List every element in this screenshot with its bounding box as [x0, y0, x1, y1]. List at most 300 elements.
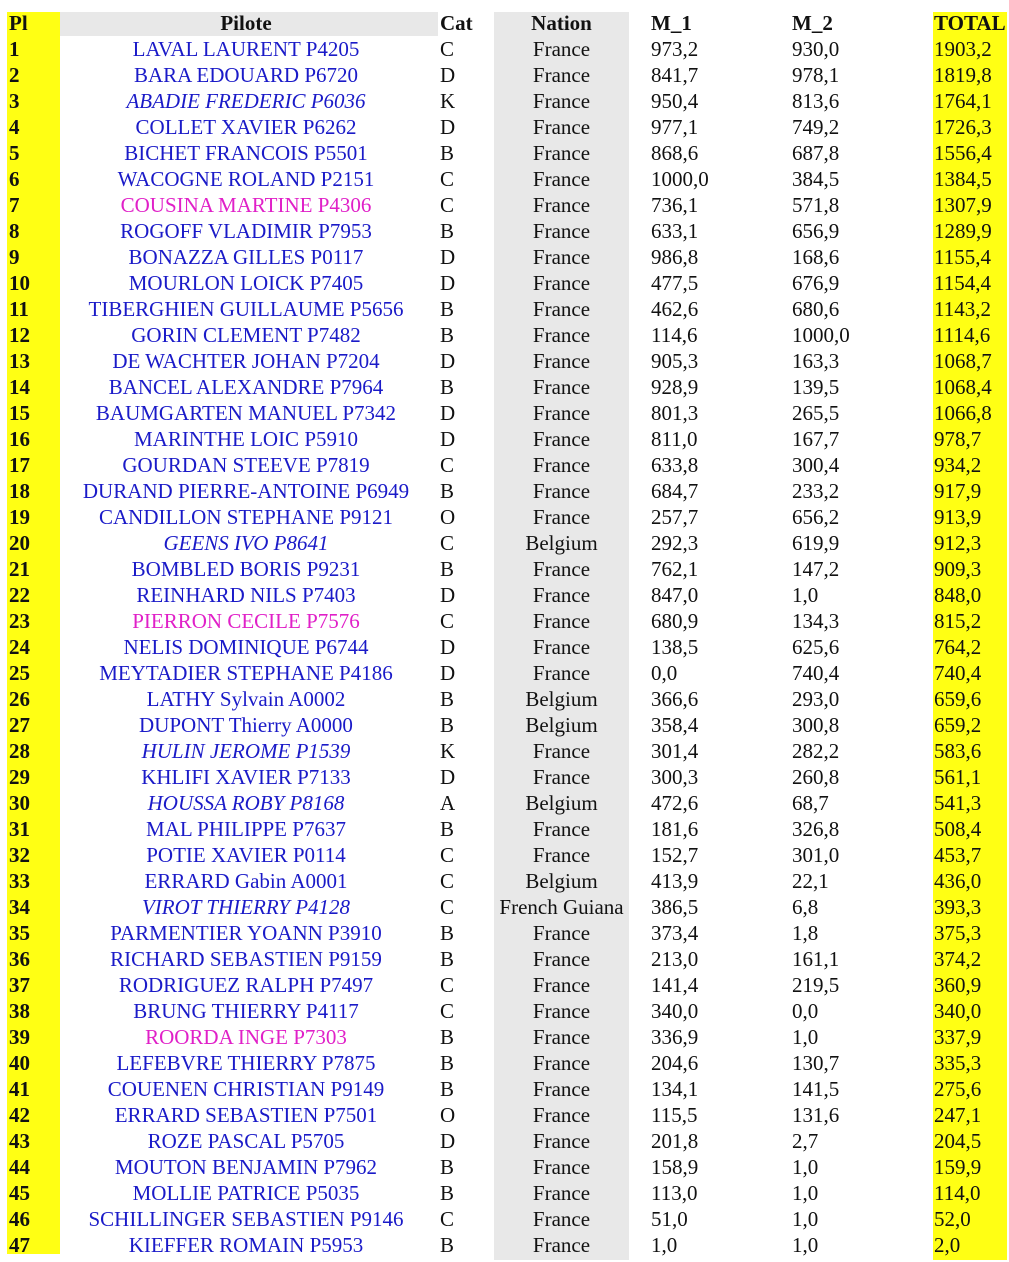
m1-score-cell: 201,8 — [651, 1129, 699, 1153]
m1-score-cell: 301,4 — [651, 739, 699, 763]
place-cell: 6 — [9, 167, 20, 191]
category-cell: B — [440, 1155, 455, 1179]
nation-cell: France — [532, 37, 591, 61]
total-score-cell: 1143,2 — [934, 297, 991, 321]
nation-cell: France — [532, 193, 591, 217]
place-cell: 42 — [9, 1103, 30, 1127]
category-cell: C — [440, 973, 455, 997]
m2-score-cell: 1,0 — [792, 1025, 819, 1049]
table-row — [0, 88, 1009, 114]
pilot-name-cell: ERRARD SEBASTIEN P7501 — [114, 1103, 378, 1127]
total-score-cell: 848,0 — [934, 583, 982, 607]
category-cell: C — [440, 167, 455, 191]
category-cell: C — [440, 609, 455, 633]
m1-score-cell: 841,7 — [651, 63, 699, 87]
category-cell: K — [440, 739, 456, 763]
m1-score-cell: 204,6 — [651, 1051, 699, 1075]
nation-cell: France — [532, 297, 591, 321]
m1-score-cell: 358,4 — [651, 713, 699, 737]
m2-score-cell: 300,8 — [792, 713, 840, 737]
nation-cell: France — [532, 739, 591, 763]
m1-score-cell: 977,1 — [651, 115, 699, 139]
table-header-row — [0, 11, 1009, 37]
table-row — [0, 530, 1009, 556]
m2-score-cell: 326,8 — [792, 817, 840, 841]
nation-cell: France — [532, 401, 591, 425]
table-row — [0, 1024, 1009, 1050]
place-cell: 9 — [9, 245, 20, 269]
total-score-cell: 436,0 — [934, 869, 982, 893]
table-row — [0, 1232, 1009, 1258]
pilot-name-cell: GOURDAN STEEVE P7819 — [122, 453, 370, 477]
category-cell: B — [440, 323, 455, 347]
place-cell: 12 — [9, 323, 30, 347]
nation-cell: France — [532, 375, 591, 399]
m1-score-cell: 51,0 — [651, 1207, 688, 1231]
place-cell: 39 — [9, 1025, 30, 1049]
table-row — [0, 36, 1009, 62]
place-cell: 34 — [9, 895, 30, 919]
category-cell: D — [440, 63, 456, 87]
m2-score-cell: 749,2 — [792, 115, 840, 139]
m1-score-cell: 462,6 — [651, 297, 699, 321]
table-row — [0, 218, 1009, 244]
table-row — [0, 816, 1009, 842]
pilot-name-cell: DE WACHTER JOHAN P7204 — [112, 349, 380, 373]
total-score-cell: 1819,8 — [934, 63, 992, 87]
place-cell: 28 — [9, 739, 30, 763]
place-cell: 45 — [9, 1181, 30, 1205]
m2-score-cell: 930,0 — [792, 37, 840, 61]
category-cell: B — [440, 817, 455, 841]
m2-score-cell: 130,7 — [792, 1051, 840, 1075]
category-cell: C — [440, 869, 455, 893]
nation-cell: France — [532, 323, 591, 347]
place-cell: 15 — [9, 401, 30, 425]
pilot-name-cell: BAUMGARTEN MANUEL P7342 — [95, 401, 397, 425]
pilot-name-cell: COUSINA MARTINE P4306 — [120, 193, 372, 217]
place-cell: 18 — [9, 479, 30, 503]
table-row — [0, 608, 1009, 634]
nation-cell: France — [532, 349, 591, 373]
m2-score-cell: 134,3 — [792, 609, 840, 633]
m2-score-cell: 260,8 — [792, 765, 840, 789]
category-cell: B — [440, 687, 455, 711]
pilot-name-cell: LATHY Sylvain A0002 — [146, 687, 346, 711]
category-cell: O — [440, 505, 456, 529]
total-score-cell: 159,9 — [934, 1155, 982, 1179]
place-cell: 29 — [9, 765, 30, 789]
nation-cell: France — [532, 1155, 591, 1179]
place-cell: 17 — [9, 453, 30, 477]
place-cell: 38 — [9, 999, 30, 1023]
total-score-cell: 508,4 — [934, 817, 982, 841]
category-cell: C — [440, 843, 455, 867]
m1-score-cell: 986,8 — [651, 245, 699, 269]
place-cell: 24 — [9, 635, 30, 659]
place-cell: 21 — [9, 557, 30, 581]
total-score-cell: 583,6 — [934, 739, 982, 763]
pilot-name-cell: BONAZZA GILLES P0117 — [128, 245, 364, 269]
total-score-cell: 913,9 — [934, 505, 982, 529]
m2-score-cell: 1,0 — [792, 1181, 819, 1205]
header-m2: M_2 — [792, 11, 833, 35]
total-score-cell: 1307,9 — [934, 193, 992, 217]
m1-score-cell: 1000,0 — [651, 167, 709, 191]
total-score-cell: 360,9 — [934, 973, 982, 997]
m2-score-cell: 68,7 — [792, 791, 829, 815]
m1-score-cell: 115,5 — [651, 1103, 698, 1127]
pilot-name-cell: ROORDA INGE P7303 — [145, 1025, 347, 1049]
m1-score-cell: 633,1 — [651, 219, 699, 243]
total-score-cell: 1154,4 — [934, 271, 991, 295]
nation-cell: France — [532, 1077, 591, 1101]
nation-cell: France — [532, 245, 591, 269]
table-row — [0, 166, 1009, 192]
pilot-name-cell: ABADIE FREDERIC P6036 — [126, 89, 366, 113]
nation-cell: France — [532, 167, 591, 191]
m2-score-cell: 1,0 — [792, 1207, 819, 1231]
m2-score-cell: 163,3 — [792, 349, 840, 373]
total-score-cell: 1068,4 — [934, 375, 992, 399]
pilot-name-cell: KIEFFER ROMAIN P5953 — [128, 1233, 364, 1257]
pilot-name-cell: WACOGNE ROLAND P2151 — [117, 167, 375, 191]
table-row — [0, 348, 1009, 374]
total-score-cell: 815,2 — [934, 609, 982, 633]
m1-score-cell: 0,0 — [651, 661, 678, 685]
nation-cell: Belgium — [525, 687, 598, 711]
place-cell: 43 — [9, 1129, 30, 1153]
nation-cell: France — [532, 1181, 591, 1205]
m1-score-cell: 472,6 — [651, 791, 699, 815]
m2-score-cell: 740,4 — [792, 661, 840, 685]
total-score-cell: 909,3 — [934, 557, 982, 581]
m2-score-cell: 1000,0 — [792, 323, 850, 347]
total-score-cell: 1155,4 — [934, 245, 991, 269]
table-row — [0, 556, 1009, 582]
category-cell: O — [440, 1103, 456, 1127]
place-cell: 5 — [9, 141, 20, 165]
m1-score-cell: 762,1 — [651, 557, 699, 581]
place-cell: 47 — [9, 1233, 30, 1257]
nation-cell: Belgium — [525, 531, 598, 555]
pilot-name-cell: BRUNG THIERRY P4117 — [133, 999, 359, 1023]
table-row — [0, 244, 1009, 270]
m2-score-cell: 1,0 — [792, 1233, 819, 1257]
m1-score-cell: 973,2 — [651, 37, 699, 61]
table-row — [0, 1154, 1009, 1180]
m2-score-cell: 656,9 — [792, 219, 840, 243]
m2-score-cell: 265,5 — [792, 401, 840, 425]
m2-score-cell: 2,7 — [792, 1129, 819, 1153]
m1-score-cell: 134,1 — [651, 1077, 699, 1101]
m2-score-cell: 141,5 — [792, 1077, 840, 1101]
total-score-cell: 978,7 — [934, 427, 982, 451]
header-m1: M_1 — [651, 11, 692, 35]
total-score-cell: 659,6 — [934, 687, 982, 711]
total-score-cell: 374,2 — [934, 947, 982, 971]
m1-score-cell: 847,0 — [651, 583, 699, 607]
m2-score-cell: 282,2 — [792, 739, 840, 763]
m1-score-cell: 213,0 — [651, 947, 699, 971]
m1-score-cell: 736,1 — [651, 193, 699, 217]
m1-score-cell: 811,0 — [651, 427, 698, 451]
m1-score-cell: 113,0 — [651, 1181, 698, 1205]
m2-score-cell: 978,1 — [792, 63, 840, 87]
category-cell: K — [440, 89, 456, 113]
header-total: TOTAL — [934, 11, 1006, 35]
category-cell: D — [440, 635, 456, 659]
pilot-name-cell: MOUTON BENJAMIN P7962 — [114, 1155, 378, 1179]
pilot-name-cell: LAVAL LAURENT P4205 — [132, 37, 360, 61]
m1-score-cell: 336,9 — [651, 1025, 699, 1049]
m1-score-cell: 477,5 — [651, 271, 699, 295]
place-cell: 30 — [9, 791, 30, 815]
table-row — [0, 738, 1009, 764]
m1-score-cell: 292,3 — [651, 531, 699, 555]
category-cell: B — [440, 1051, 455, 1075]
nation-cell: France — [532, 1207, 591, 1231]
place-cell: 35 — [9, 921, 30, 945]
nation-cell: France — [532, 765, 591, 789]
m2-score-cell: 1,0 — [792, 1155, 819, 1179]
pilot-name-cell: GEENS IVO P8641 — [163, 531, 329, 555]
pilot-name-cell: PIERRON CECILE P7576 — [132, 609, 360, 633]
m1-score-cell: 257,7 — [651, 505, 699, 529]
place-cell: 26 — [9, 687, 30, 711]
pilot-name-cell: MOURLON LOICK P7405 — [128, 271, 364, 295]
m2-score-cell: 22,1 — [792, 869, 829, 893]
table-row — [0, 1128, 1009, 1154]
m2-score-cell: 619,9 — [792, 531, 840, 555]
total-score-cell: 541,3 — [934, 791, 982, 815]
nation-cell: Belgium — [525, 713, 598, 737]
pilot-name-cell: MOLLIE PATRICE P5035 — [132, 1181, 360, 1205]
category-cell: B — [440, 141, 455, 165]
m1-score-cell: 138,5 — [651, 635, 699, 659]
pilot-name-cell: DURAND PIERRE-ANTOINE P6949 — [82, 479, 410, 503]
nation-cell: France — [532, 219, 591, 243]
nation-cell: France — [532, 1051, 591, 1075]
m1-score-cell: 680,9 — [651, 609, 699, 633]
pilot-name-cell: NELIS DOMINIQUE P6744 — [123, 635, 369, 659]
table-row — [0, 1180, 1009, 1206]
category-cell: D — [440, 401, 456, 425]
table-row — [0, 1076, 1009, 1102]
m2-score-cell: 687,8 — [792, 141, 840, 165]
nation-cell: France — [532, 505, 591, 529]
table-row — [0, 686, 1009, 712]
category-cell: B — [440, 947, 455, 971]
pilot-name-cell: RODRIGUEZ RALPH P7497 — [118, 973, 374, 997]
m2-score-cell: 233,2 — [792, 479, 840, 503]
total-score-cell: 247,1 — [934, 1103, 982, 1127]
nation-cell: France — [532, 947, 591, 971]
table-row — [0, 504, 1009, 530]
total-score-cell: 340,0 — [934, 999, 982, 1023]
m2-score-cell: 656,2 — [792, 505, 840, 529]
nation-cell: France — [532, 1103, 591, 1127]
total-score-cell: 740,4 — [934, 661, 982, 685]
m2-score-cell: 676,9 — [792, 271, 840, 295]
pilot-name-cell: KHLIFI XAVIER P7133 — [141, 765, 351, 789]
m2-score-cell: 139,5 — [792, 375, 840, 399]
m1-score-cell: 633,8 — [651, 453, 699, 477]
total-score-cell: 52,0 — [934, 1207, 971, 1231]
category-cell: B — [440, 375, 455, 399]
m2-score-cell: 131,6 — [792, 1103, 840, 1127]
pilot-name-cell: COLLET XAVIER P6262 — [135, 115, 357, 139]
header-nation: Nation — [531, 11, 592, 35]
m1-score-cell: 340,0 — [651, 999, 699, 1023]
nation-cell: France — [532, 973, 591, 997]
category-cell: D — [440, 271, 456, 295]
m2-score-cell: 571,8 — [792, 193, 840, 217]
place-cell: 23 — [9, 609, 30, 633]
category-cell: D — [440, 1129, 456, 1153]
nation-cell: France — [532, 1129, 591, 1153]
category-cell: C — [440, 37, 455, 61]
nation-cell: France — [532, 479, 591, 503]
nation-cell: France — [532, 1025, 591, 1049]
pilot-name-cell: GORIN CLEMENT P7482 — [131, 323, 361, 347]
m2-score-cell: 167,7 — [792, 427, 840, 451]
m2-score-cell: 680,6 — [792, 297, 840, 321]
category-cell: D — [440, 349, 456, 373]
place-cell: 11 — [9, 297, 29, 321]
pilot-name-cell: MAL PHILIPPE P7637 — [146, 817, 346, 841]
total-score-cell: 1066,8 — [934, 401, 992, 425]
m1-score-cell: 300,3 — [651, 765, 699, 789]
nation-cell: France — [532, 271, 591, 295]
category-cell: A — [440, 791, 456, 815]
table-row — [0, 946, 1009, 972]
table-row — [0, 660, 1009, 686]
m2-score-cell: 301,0 — [792, 843, 840, 867]
total-score-cell: 934,2 — [934, 453, 982, 477]
total-score-cell: 275,6 — [934, 1077, 982, 1101]
m1-score-cell: 158,9 — [651, 1155, 699, 1179]
table-row — [0, 764, 1009, 790]
total-score-cell: 335,3 — [934, 1051, 982, 1075]
nation-cell: France — [532, 453, 591, 477]
nation-cell: France — [532, 999, 591, 1023]
table-row — [0, 296, 1009, 322]
category-cell: C — [440, 895, 455, 919]
pilot-name-cell: HOUSSA ROBY P8168 — [147, 791, 345, 815]
category-cell: B — [440, 557, 455, 581]
nation-cell: France — [532, 557, 591, 581]
m1-score-cell: 950,4 — [651, 89, 699, 113]
place-cell: 41 — [9, 1077, 30, 1101]
m2-score-cell: 147,2 — [792, 557, 840, 581]
category-cell: B — [440, 713, 455, 737]
total-score-cell: 393,3 — [934, 895, 982, 919]
place-cell: 37 — [9, 973, 30, 997]
m1-score-cell: 801,3 — [651, 401, 699, 425]
place-cell: 36 — [9, 947, 30, 971]
nation-cell: France — [532, 817, 591, 841]
m2-score-cell: 1,0 — [792, 583, 819, 607]
place-cell: 33 — [9, 869, 30, 893]
m1-score-cell: 905,3 — [651, 349, 699, 373]
pilot-name-cell: TIBERGHIEN GUILLAUME P5656 — [88, 297, 404, 321]
pilot-name-cell: REINHARD NILS P7403 — [136, 583, 356, 607]
m2-score-cell: 1,8 — [792, 921, 819, 945]
place-cell: 19 — [9, 505, 30, 529]
total-score-cell: 1726,3 — [934, 115, 992, 139]
total-score-cell: 1114,6 — [934, 323, 991, 347]
table-row — [0, 192, 1009, 218]
table-row — [0, 1206, 1009, 1232]
m2-score-cell: 6,8 — [792, 895, 819, 919]
table-row — [0, 374, 1009, 400]
table-row — [0, 452, 1009, 478]
table-row — [0, 322, 1009, 348]
table-row — [0, 894, 1009, 920]
table-row — [0, 998, 1009, 1024]
place-cell: 27 — [9, 713, 30, 737]
nation-cell: France — [532, 635, 591, 659]
m2-score-cell: 813,6 — [792, 89, 840, 113]
pilot-name-cell: ERRARD Gabin A0001 — [144, 869, 348, 893]
category-cell: B — [440, 1181, 455, 1205]
total-score-cell: 1289,9 — [934, 219, 992, 243]
place-cell: 4 — [9, 115, 20, 139]
nation-cell: France — [532, 141, 591, 165]
table-row — [0, 634, 1009, 660]
m1-score-cell: 928,9 — [651, 375, 699, 399]
category-cell: B — [440, 297, 455, 321]
place-cell: 46 — [9, 1207, 30, 1231]
pilot-name-cell: VIROT THIERRY P4128 — [141, 895, 351, 919]
table-row — [0, 842, 1009, 868]
pilot-name-cell: BANCEL ALEXANDRE P7964 — [108, 375, 384, 399]
place-cell: 14 — [9, 375, 30, 399]
total-score-cell: 1556,4 — [934, 141, 992, 165]
category-cell: D — [440, 245, 456, 269]
place-cell: 13 — [9, 349, 30, 373]
pilot-name-cell: RICHARD SEBASTIEN P9159 — [110, 947, 382, 971]
pilot-name-cell: BOMBLED BORIS P9231 — [131, 557, 361, 581]
m1-score-cell: 114,6 — [651, 323, 698, 347]
category-cell: D — [440, 765, 456, 789]
m2-score-cell: 0,0 — [792, 999, 819, 1023]
total-score-cell: 375,3 — [934, 921, 982, 945]
total-score-cell: 1068,7 — [934, 349, 992, 373]
category-cell: D — [440, 661, 456, 685]
m2-score-cell: 625,6 — [792, 635, 840, 659]
pilot-name-cell: BARA EDOUARD P6720 — [133, 63, 359, 87]
table-row — [0, 790, 1009, 816]
category-cell: C — [440, 453, 455, 477]
place-cell: 8 — [9, 219, 20, 243]
nation-cell: France — [532, 609, 591, 633]
category-cell: B — [440, 921, 455, 945]
table-row — [0, 270, 1009, 296]
m2-score-cell: 168,6 — [792, 245, 840, 269]
total-score-cell: 917,9 — [934, 479, 982, 503]
place-cell: 22 — [9, 583, 30, 607]
place-cell: 1 — [9, 37, 20, 61]
place-cell: 20 — [9, 531, 30, 555]
header-category: Cat — [440, 11, 473, 35]
pilot-name-cell: ROGOFF VLADIMIR P7953 — [120, 219, 372, 243]
total-score-cell: 1764,1 — [934, 89, 992, 113]
total-score-cell: 561,1 — [934, 765, 982, 789]
table-row — [0, 712, 1009, 738]
nation-cell: France — [532, 1233, 591, 1257]
